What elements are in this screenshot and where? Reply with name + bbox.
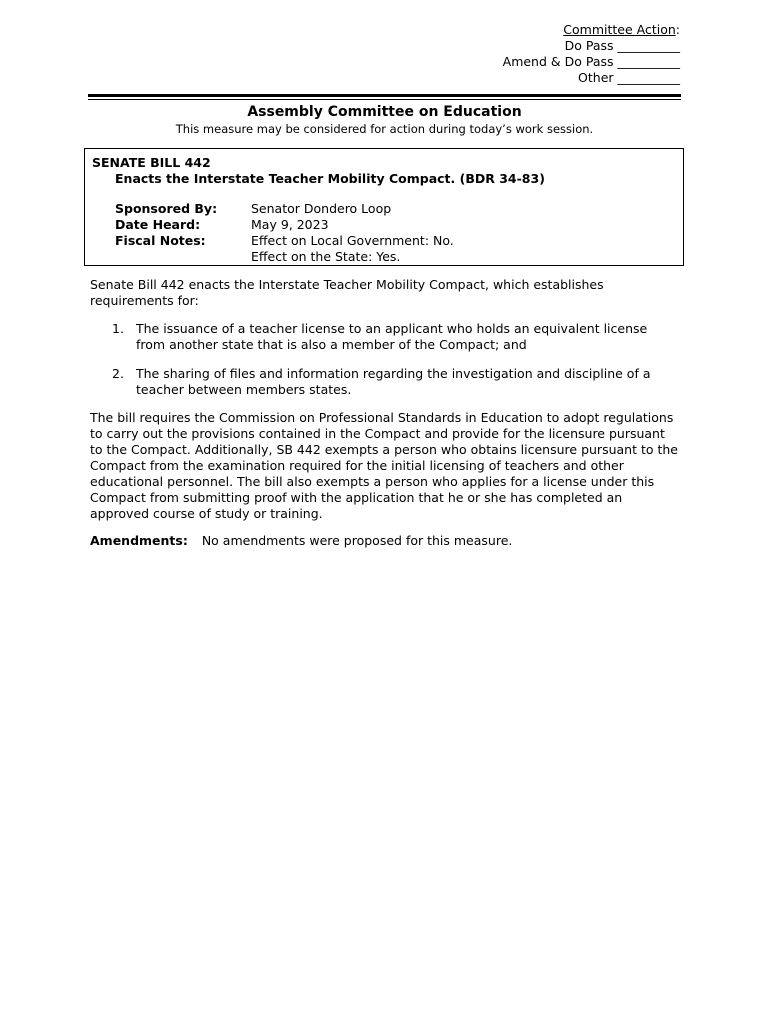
summary-intro: Senate Bill 442 enacts the Interstate Teacher Mobility Compact, which establishes requirements for: [90, 277, 604, 308]
sponsored-value: Senator Dondero Loop [251, 201, 392, 216]
header-rule-thin [88, 99, 681, 100]
amend-do-pass-line: Amend & Do Pass __________ [502, 54, 680, 69]
bill-number: SENATE BILL 442 [92, 155, 211, 170]
amendments-label: Amendments: [90, 533, 188, 548]
committee-title: Assembly Committee on Education [247, 104, 522, 120]
date-value: May 9, 2023 [251, 217, 329, 232]
amendments-row [90, 533, 680, 549]
fiscal-value-local: Effect on Local Government: No. [251, 233, 454, 248]
header-rule-thick [88, 94, 681, 97]
do-pass-line: Do Pass __________ [564, 38, 680, 53]
sponsored-label: Sponsored By: [115, 201, 218, 216]
list-item-text: The sharing of files and information regarding the investigation and discipline of a teacher between members states. [136, 366, 651, 397]
list-item-text: The issuance of a teacher license to an applicant who holds an equivalent license from another state that is also a member of the Compact; and [136, 321, 648, 352]
fiscal-label: Fiscal Notes: [115, 233, 206, 248]
list-item-number: 1. [112, 321, 124, 336]
date-label: Date Heard: [115, 217, 201, 232]
committee-action-block [503, 22, 680, 86]
fiscal-value-state: Effect on the State: Yes. [251, 249, 401, 264]
bill-title: Enacts the Interstate Teacher Mobility Compact. (BDR 34-83) [115, 171, 545, 186]
committee-subtitle: This measure may be considered for action during today’s work session. [175, 122, 594, 136]
other-line: Other __________ [578, 70, 680, 85]
bill-info-box [84, 148, 684, 266]
committee-action-title: Committee Action: [563, 22, 680, 37]
summary-paragraph: The bill requires the Commission on Professional Standards in Education to adopt regulations to carry out the provisions contained in the Compact and provide for the licensure pursuant to the Compact. Additionally, SB 442 exempts a person who obtains licensure pursuant to the Compact from the examination required for the initial licensing of teachers and other educational personnel. The bill also exempts a person who applies for a license under this Compact from submitting proof with the application that he or she has completed an approved course of study or training. [90, 410, 678, 521]
list-item-number: 2. [112, 366, 124, 381]
amendments-text: No amendments were proposed for this measure. [201, 533, 513, 548]
